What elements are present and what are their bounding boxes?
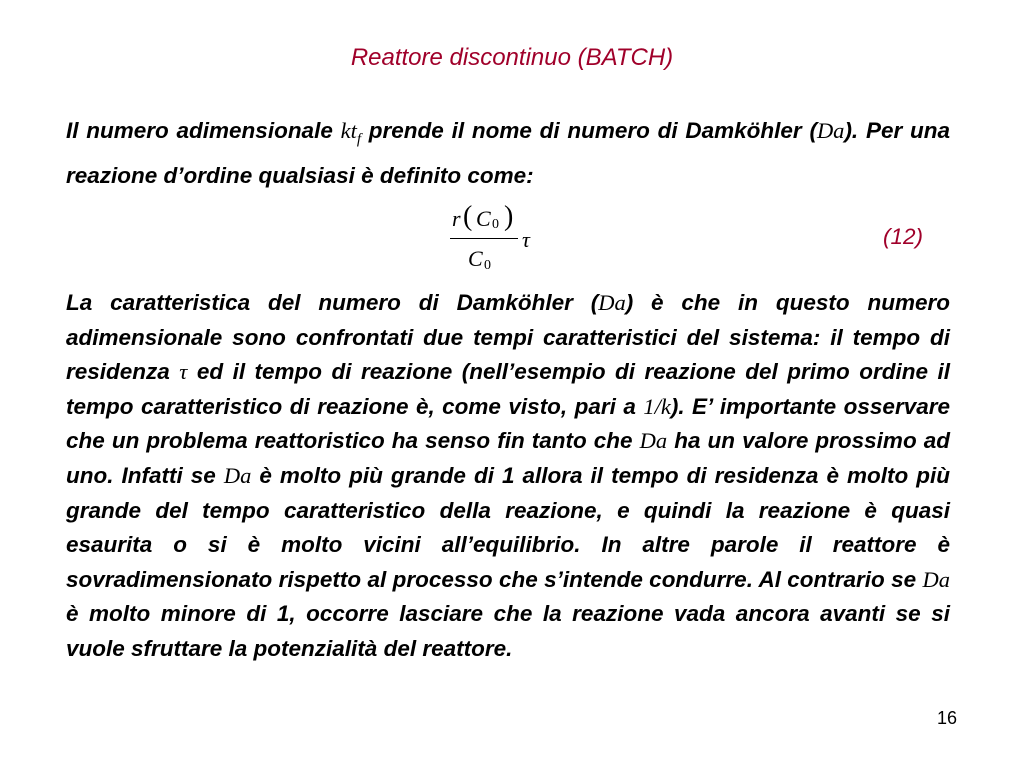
fraction-bar (450, 238, 518, 239)
formula-num-r: r (452, 206, 461, 231)
math-da-2: Da (639, 428, 668, 454)
formula-tau: τ (522, 227, 530, 252)
paragraph-damkohler-meaning (66, 286, 950, 667)
math-da: Da (816, 118, 845, 143)
formula-num-c: C (476, 206, 491, 231)
paragraph2-text-2: ) è che in questo numero adimensionale sono confrontati due tempi caratteristici del sistema: il tempo di residenza (66, 290, 950, 385)
math-subscript-f: f (356, 131, 362, 148)
formula-num-lparen: ( (463, 201, 473, 232)
paragraph-damkohler-definition (66, 113, 950, 194)
paragraph1-text-2: prende il nome di numero di Damköhler ( (361, 118, 817, 143)
math-da-3: Da (223, 462, 252, 488)
math-kt: kt (340, 118, 357, 143)
formula-num-rparen: ) (504, 201, 514, 232)
paragraph2-text-6: è molto più grande di 1 allora il tempo di residenza è molto più grande del tempo caratteristico della reazione, e quindi la reazione è quasi esaurita o si è molto vicini all’equilibrio. In altre parole il reattore è sovradimensionato rispetto al processo che s’intende condurre. Al contrario se (66, 462, 950, 592)
equation-number: (12) (883, 224, 924, 249)
math-da-1: Da (598, 290, 626, 315)
paragraph1-text-3: ). Per una reazione d’ordine qualsiasi è definito come: (66, 118, 950, 188)
formula-den-sub: 0 (484, 258, 491, 273)
paragraph2-text-5: ha un valore prossimo ad uno. Infatti se (66, 428, 951, 488)
paragraph1-text-1: Il numero adimensionale (66, 118, 341, 143)
damkohler-formula (448, 200, 558, 280)
math-da-4: Da (922, 566, 950, 592)
formula-num-sub: 0 (492, 217, 499, 232)
paragraph2-text-1: La caratteristica del numero di Damköhler ( (66, 290, 599, 315)
slide-title: Reattore discontinuo (BATCH) (350, 44, 674, 71)
paragraph2-text-7: è molto minore di 1, occorre lasciare che la reazione vada ancora avanti se si vuole sfruttare la potenzialità del reattore. (66, 601, 950, 661)
formula-den-c: C (468, 246, 483, 271)
paragraph2-text-3: ed il tempo di reazione (nell’esempio di reazione del primo ordine il tempo caratteristico di reazione è, come visto, pari a (66, 359, 950, 419)
paragraph2-text-4: ). E’ importante osservare che un problema reattoristico ha senso fin tanto che (66, 393, 950, 454)
math-tau: τ (179, 359, 188, 385)
math-1-over-k: 1/k (643, 393, 671, 419)
page-number: 16 (937, 708, 958, 728)
